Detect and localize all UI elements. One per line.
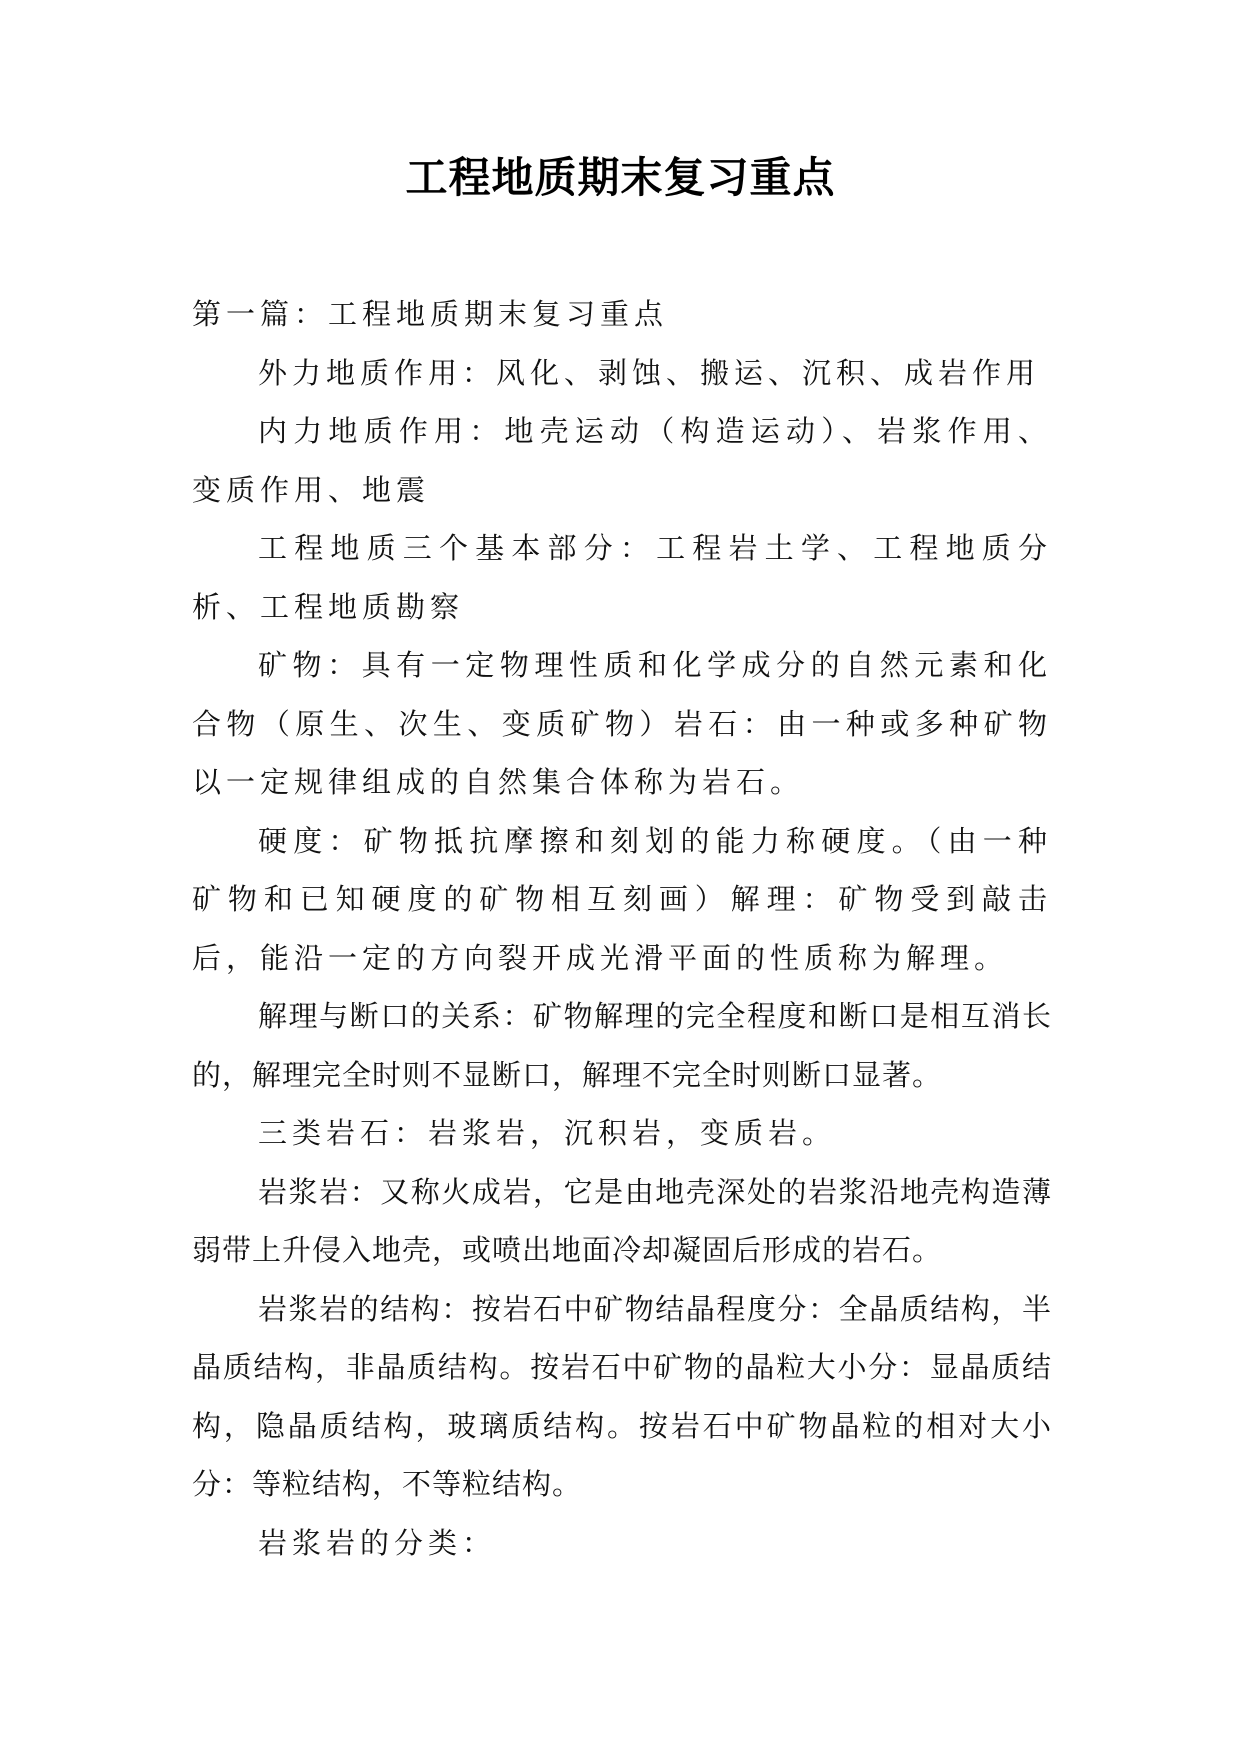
paragraph-mineral-definition: 矿物：具有一定物理性质和化学成分的自然元素和化合物（原生、次生、变质矿物）岩石：由一种或多种矿物以一定规律组成的自然集合体称为岩石。	[192, 648, 1052, 799]
paragraph-igneous-rock: 岩浆岩：又称火成岩，它是由地壳深处的岩浆沿地壳构造薄弱带上升侵入地壳，或喷出地面冷却凝固后形成的岩石。	[192, 1174, 1052, 1267]
paragraph-hardness-cleavage: 硬度：矿物抵抗摩擦和刻划的能力称硬度。（由一种矿物和已知硬度的矿物相互刻画）解理：矿物受到敲击后，能沿一定的方向裂开成光滑平面的性质称为解理。	[192, 823, 1052, 975]
paragraph-igneous-structure: 岩浆岩的结构：按岩石中矿物结晶程度分：全晶质结构，半晶质结构，非晶质结构。按岩石中矿物的晶粒大小分：显晶质结构，隐晶质结构，玻璃质结构。按岩石中矿物晶粒的相对大小分：等粒结构，不等粒结构。	[192, 1291, 1052, 1501]
paragraph-external-geological-process: 外力地质作用：风化、剥蚀、搬运、沉积、成岩作用	[258, 355, 1041, 390]
document-title: 工程地质期末复习重点	[405, 153, 836, 202]
paragraph-three-basic-parts: 工程地质三个基本部分：工程岩土学、工程地质分析、工程地质勘察	[192, 531, 1052, 624]
section-heading: 第一篇：工程地质期末复习重点	[192, 297, 669, 331]
paragraph-three-rock-types: 三类岩石：岩浆岩，沉积岩，变质岩。	[258, 1116, 837, 1150]
paragraph-cleavage-fracture: 解理与断口的关系：矿物解理的完全程度和断口是相互消长的，解理完全时则不显断口，解理不完全时则断口显著。	[192, 999, 1052, 1092]
paragraph-igneous-classification: 岩浆岩的分类：	[258, 1525, 497, 1560]
paragraph-internal-geological-process: 内力地质作用：地壳运动（构造运动）、岩浆作用、变质作用、地震	[192, 414, 1052, 507]
document-body	[192, 285, 1052, 1572]
